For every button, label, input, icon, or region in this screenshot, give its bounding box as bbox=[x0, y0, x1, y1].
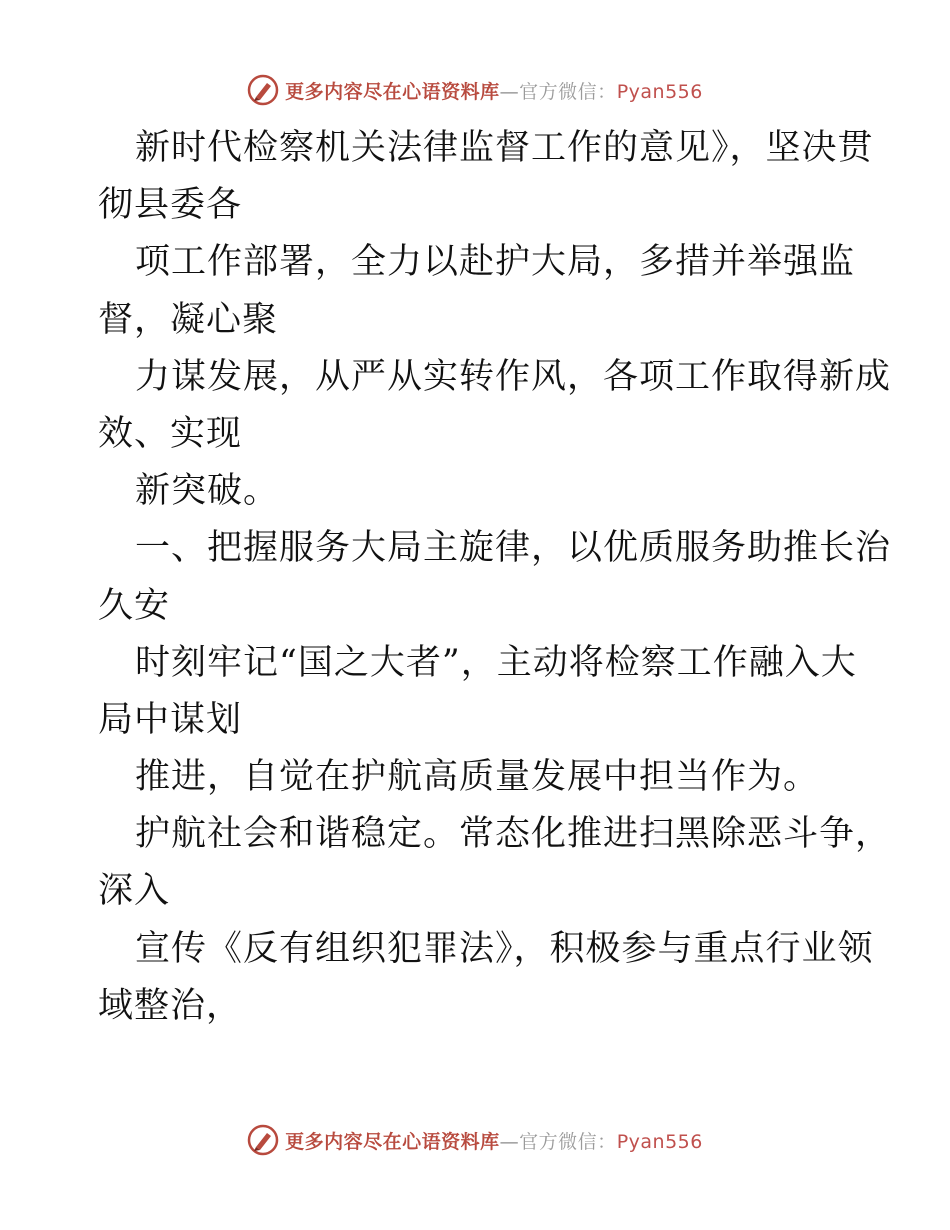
text-line: 局中谋划 bbox=[98, 699, 243, 740]
text-line: 宣传《反有组织犯罪法》，积极参与重点行业领 bbox=[135, 928, 874, 969]
text-line: 深入 bbox=[98, 871, 171, 912]
footer-wechat-label: 官方微信： bbox=[519, 1130, 617, 1153]
footer-banner-text bbox=[285, 1127, 703, 1154]
text-line: 久安 bbox=[98, 585, 171, 626]
text-line: 域整治， bbox=[98, 985, 243, 1026]
footer-banner-inner bbox=[247, 1124, 703, 1156]
text-line: 时刻牢记“国之大者”，主动将检察工作融入大 bbox=[135, 642, 857, 683]
footer-banner bbox=[0, 1120, 950, 1160]
header-banner-inner bbox=[247, 74, 703, 106]
document-body bbox=[98, 120, 892, 1035]
text-line: 督，凝心聚 bbox=[98, 299, 279, 340]
pen-nib-icon bbox=[247, 1124, 279, 1156]
footer-wechat-id: Pyan556 bbox=[616, 1130, 703, 1153]
text-line: 新突破。 bbox=[135, 471, 280, 512]
text-line: 推进，自觉在护航高质量发展中担当作为。 bbox=[135, 757, 820, 798]
text-line: 彻县委各 bbox=[98, 185, 243, 226]
header-wechat-id: Pyan556 bbox=[616, 80, 703, 103]
text-line: 力谋发展，从严从实转作风，各项工作取得新成 bbox=[135, 356, 892, 397]
text-line: 新时代检察机关法律监督工作的意见》，坚决贯 bbox=[135, 128, 874, 168]
header-banner-text bbox=[285, 77, 703, 104]
footer-site-name: 更多内容尽在心语资料库 bbox=[285, 1130, 500, 1153]
header-separator: — bbox=[499, 80, 520, 103]
text-line: 项工作部署，全力以赴护大局，多措并举强监 bbox=[135, 242, 856, 283]
footer-separator: — bbox=[499, 1130, 520, 1153]
section-heading: 一、把握服务大局主旋律，以优质服务助推长治 bbox=[135, 528, 892, 569]
header-site-name: 更多内容尽在心语资料库 bbox=[285, 80, 500, 103]
pen-nib-icon bbox=[247, 74, 279, 106]
header-banner bbox=[0, 70, 950, 110]
text-line: 效、实现 bbox=[98, 413, 243, 454]
header-wechat-label: 官方微信： bbox=[519, 80, 617, 103]
text-line: 护航社会和谐稳定。常态化推进扫黑除恶斗争， bbox=[135, 814, 892, 855]
